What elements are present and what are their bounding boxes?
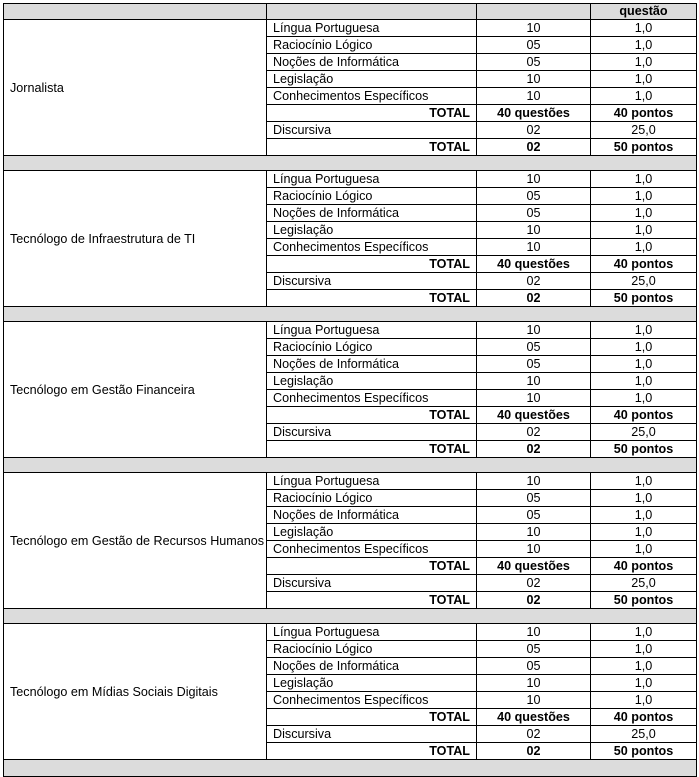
objective-total-questions: 40 questões [477, 709, 591, 726]
table-row [4, 171, 697, 188]
subject-points-per-question: 1,0 [591, 222, 697, 239]
subject-question-count: 10 [477, 373, 591, 390]
subject-question-count: 05 [477, 37, 591, 54]
subject-points-per-question: 1,0 [591, 356, 697, 373]
total-label: TOTAL [267, 105, 477, 122]
subject-points-per-question: 1,0 [591, 390, 697, 407]
subject-points-per-question: 1,0 [591, 373, 697, 390]
subject-question-count: 10 [477, 473, 591, 490]
objective-total-questions: 40 questões [477, 105, 591, 122]
subject-points-per-question: 1,0 [591, 473, 697, 490]
subject-question-count: 10 [477, 524, 591, 541]
discursive-questions: 02 [477, 122, 591, 139]
total-label: TOTAL [267, 743, 477, 760]
subject-name: Língua Portuguesa [267, 624, 477, 641]
section-separator-row [4, 609, 697, 624]
subject-points-per-question: 1,0 [591, 188, 697, 205]
subject-question-count: 10 [477, 541, 591, 558]
discursive-label: Discursiva [267, 424, 477, 441]
subject-points-per-question: 1,0 [591, 88, 697, 105]
separator-cell [4, 156, 697, 171]
discursive-points: 25,0 [591, 122, 697, 139]
subject-points-per-question: 1,0 [591, 641, 697, 658]
subject-question-count: 05 [477, 490, 591, 507]
subject-name: Conhecimentos Específicos [267, 88, 477, 105]
header-cell-disciplina [267, 4, 477, 20]
subject-question-count: 05 [477, 188, 591, 205]
subject-question-count: 05 [477, 356, 591, 373]
discursive-points: 25,0 [591, 273, 697, 290]
discursive-questions: 02 [477, 424, 591, 441]
section-separator-row [4, 156, 697, 171]
discursive-questions: 02 [477, 273, 591, 290]
subject-name: Noções de Informática [267, 356, 477, 373]
subject-question-count: 05 [477, 54, 591, 71]
subject-question-count: 10 [477, 71, 591, 88]
subject-points-per-question: 1,0 [591, 37, 697, 54]
table-row [4, 322, 697, 339]
subject-points-per-question: 1,0 [591, 692, 697, 709]
discursive-label: Discursiva [267, 575, 477, 592]
header-cell-pontos-questao: questão [591, 4, 697, 20]
discursive-total-questions: 02 [477, 743, 591, 760]
exam-structure-document [3, 3, 696, 777]
section-separator-row [4, 307, 697, 322]
discursive-points: 25,0 [591, 424, 697, 441]
subject-question-count: 10 [477, 322, 591, 339]
discursive-points: 25,0 [591, 726, 697, 743]
discursive-total-questions: 02 [477, 290, 591, 307]
subject-name: Noções de Informática [267, 507, 477, 524]
subject-points-per-question: 1,0 [591, 541, 697, 558]
subject-name: Legislação [267, 373, 477, 390]
header-cell-questoes [477, 4, 591, 20]
discursive-questions: 02 [477, 726, 591, 743]
objective-total-points: 40 pontos [591, 407, 697, 424]
discursive-questions: 02 [477, 575, 591, 592]
subject-question-count: 05 [477, 507, 591, 524]
career-name: Tecnólogo em Mídias Sociais Digitais [4, 624, 267, 760]
objective-total-points: 40 pontos [591, 558, 697, 575]
objective-total-questions: 40 questões [477, 407, 591, 424]
discursive-label: Discursiva [267, 273, 477, 290]
subject-points-per-question: 1,0 [591, 205, 697, 222]
subject-points-per-question: 1,0 [591, 507, 697, 524]
objective-total-points: 40 pontos [591, 709, 697, 726]
subject-points-per-question: 1,0 [591, 322, 697, 339]
subject-question-count: 10 [477, 390, 591, 407]
table-row [4, 624, 697, 641]
total-label: TOTAL [267, 709, 477, 726]
subject-points-per-question: 1,0 [591, 658, 697, 675]
subject-name: Conhecimentos Específicos [267, 390, 477, 407]
header-cell-cargo [4, 4, 267, 20]
separator-cell [4, 609, 697, 624]
subject-name: Legislação [267, 71, 477, 88]
subject-name: Noções de Informática [267, 54, 477, 71]
discursive-total-points: 50 pontos [591, 139, 697, 156]
total-label: TOTAL [267, 139, 477, 156]
separator-cell [4, 307, 697, 322]
table-row [4, 20, 697, 37]
table-header-row [4, 4, 697, 20]
career-name: Tecnólogo de Infraestrutura de TI [4, 171, 267, 307]
discursive-points: 25,0 [591, 575, 697, 592]
subject-question-count: 10 [477, 20, 591, 37]
separator-cell [4, 760, 697, 777]
subject-question-count: 05 [477, 658, 591, 675]
total-label: TOTAL [267, 592, 477, 609]
subject-points-per-question: 1,0 [591, 20, 697, 37]
subject-name: Língua Portuguesa [267, 20, 477, 37]
subject-name: Raciocínio Lógico [267, 37, 477, 54]
subject-question-count: 10 [477, 222, 591, 239]
discursive-total-points: 50 pontos [591, 290, 697, 307]
subject-question-count: 10 [477, 675, 591, 692]
subject-points-per-question: 1,0 [591, 171, 697, 188]
discursive-total-points: 50 pontos [591, 743, 697, 760]
separator-cell [4, 458, 697, 473]
subject-name: Conhecimentos Específicos [267, 692, 477, 709]
exam-table [3, 3, 697, 777]
subject-question-count: 05 [477, 205, 591, 222]
subject-points-per-question: 1,0 [591, 490, 697, 507]
subject-name: Conhecimentos Específicos [267, 541, 477, 558]
subject-points-per-question: 1,0 [591, 71, 697, 88]
subject-question-count: 10 [477, 171, 591, 188]
subject-question-count: 05 [477, 339, 591, 356]
subject-question-count: 10 [477, 88, 591, 105]
career-name: Tecnólogo em Gestão Financeira [4, 322, 267, 458]
subject-name: Raciocínio Lógico [267, 339, 477, 356]
subject-name: Língua Portuguesa [267, 322, 477, 339]
subject-name: Legislação [267, 675, 477, 692]
career-name: Jornalista [4, 20, 267, 156]
table-row [4, 473, 697, 490]
discursive-total-questions: 02 [477, 139, 591, 156]
discursive-total-points: 50 pontos [591, 592, 697, 609]
subject-points-per-question: 1,0 [591, 339, 697, 356]
total-label: TOTAL [267, 441, 477, 458]
section-separator-row [4, 458, 697, 473]
total-label: TOTAL [267, 256, 477, 273]
subject-question-count: 10 [477, 692, 591, 709]
objective-total-questions: 40 questões [477, 256, 591, 273]
discursive-total-questions: 02 [477, 592, 591, 609]
objective-total-points: 40 pontos [591, 256, 697, 273]
subject-name: Raciocínio Lógico [267, 490, 477, 507]
subject-question-count: 10 [477, 239, 591, 256]
subject-name: Língua Portuguesa [267, 171, 477, 188]
total-label: TOTAL [267, 558, 477, 575]
discursive-total-questions: 02 [477, 441, 591, 458]
subject-name: Noções de Informática [267, 658, 477, 675]
objective-total-questions: 40 questões [477, 558, 591, 575]
subject-points-per-question: 1,0 [591, 524, 697, 541]
subject-name: Raciocínio Lógico [267, 641, 477, 658]
subject-points-per-question: 1,0 [591, 239, 697, 256]
subject-name: Noções de Informática [267, 205, 477, 222]
subject-question-count: 10 [477, 624, 591, 641]
total-label: TOTAL [267, 407, 477, 424]
objective-total-points: 40 pontos [591, 105, 697, 122]
total-label: TOTAL [267, 290, 477, 307]
discursive-label: Discursiva [267, 726, 477, 743]
subject-name: Conhecimentos Específicos [267, 239, 477, 256]
subject-points-per-question: 1,0 [591, 624, 697, 641]
subject-name: Raciocínio Lógico [267, 188, 477, 205]
career-name: Tecnólogo em Gestão de Recursos Humanos [4, 473, 267, 609]
discursive-label: Discursiva [267, 122, 477, 139]
section-separator-row [4, 760, 697, 777]
discursive-total-points: 50 pontos [591, 441, 697, 458]
subject-name: Legislação [267, 222, 477, 239]
subject-points-per-question: 1,0 [591, 675, 697, 692]
subject-name: Língua Portuguesa [267, 473, 477, 490]
subject-question-count: 05 [477, 641, 591, 658]
subject-points-per-question: 1,0 [591, 54, 697, 71]
subject-name: Legislação [267, 524, 477, 541]
